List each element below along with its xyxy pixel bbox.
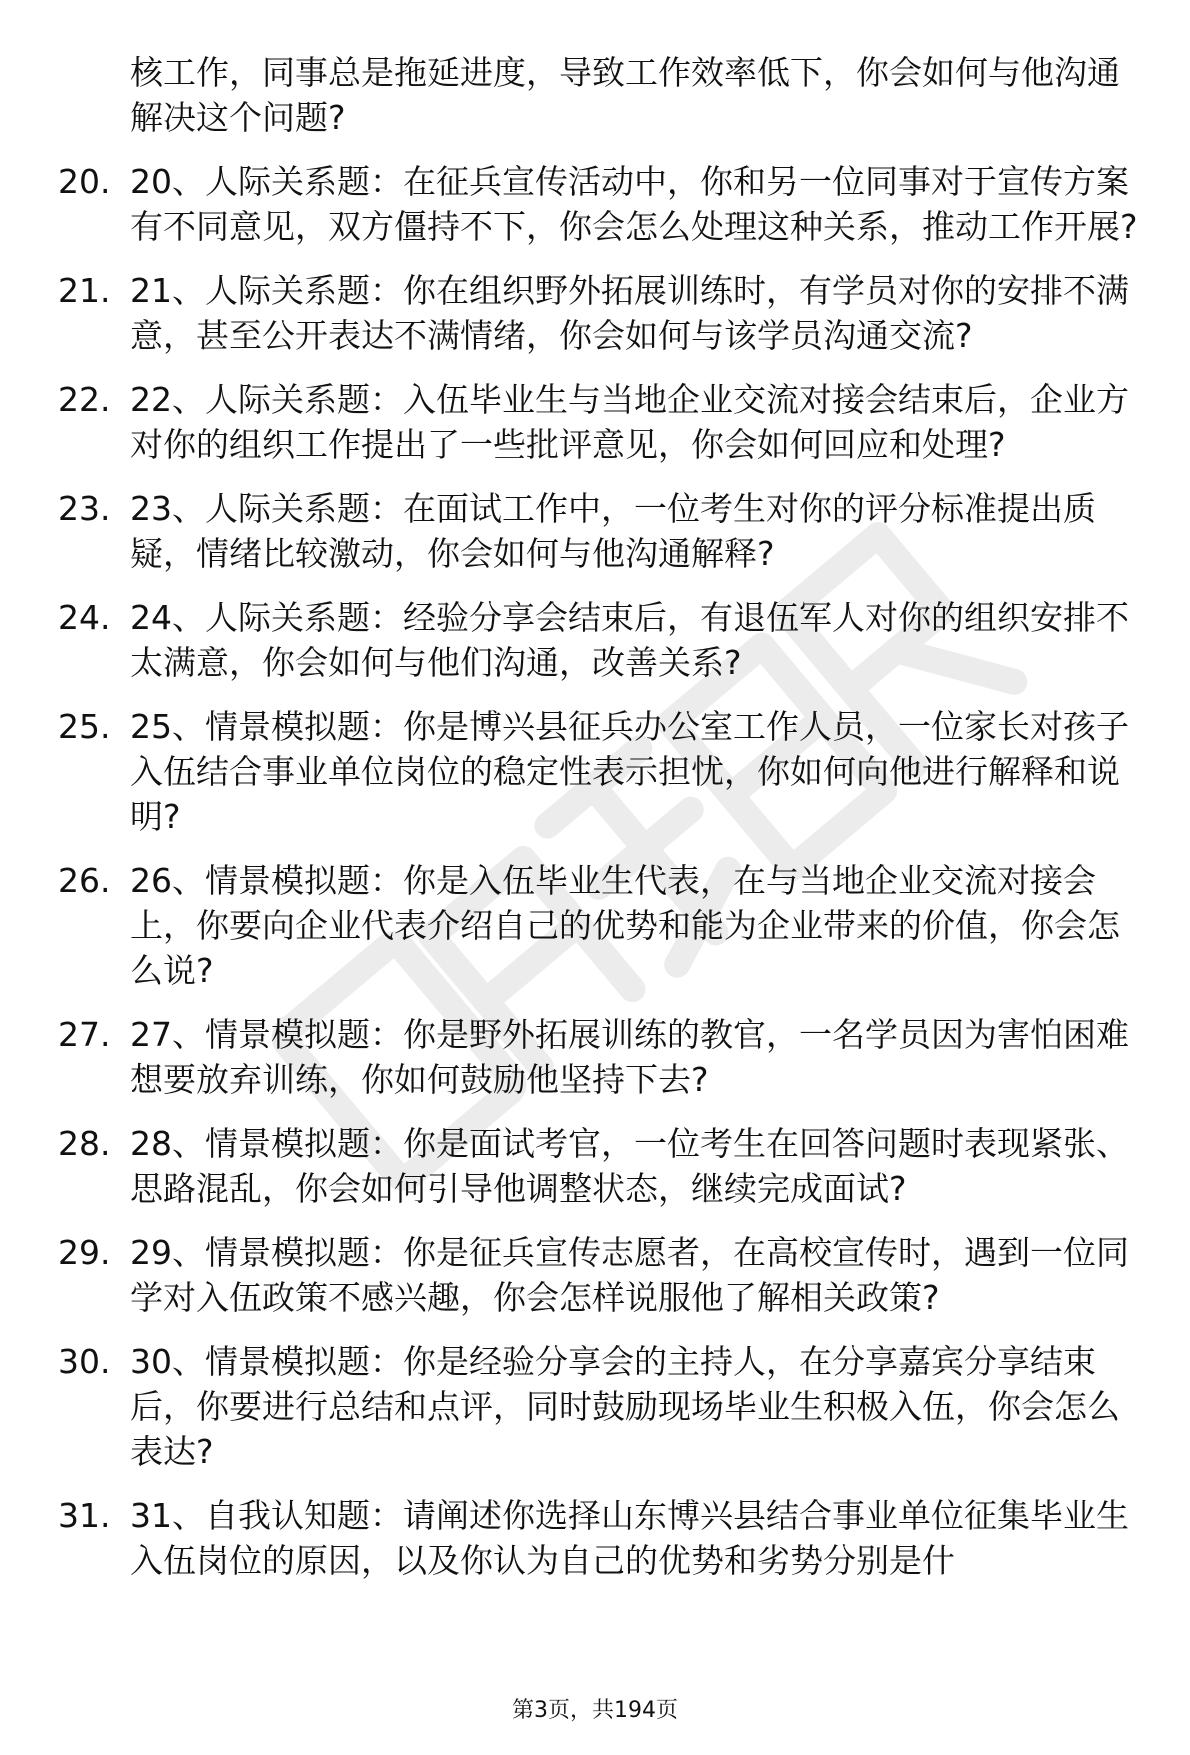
- question-number: 23.: [58, 489, 111, 528]
- question-text: 29、情景模拟题：你是征兵宣传志愿者，在高校宣传时，遇到一位同学对入伍政策不感兴趣，你会怎样说服他了解相关政策?: [130, 1233, 1129, 1317]
- list-item: [58, 377, 1148, 467]
- list-item: [58, 1012, 1148, 1102]
- question-list: [58, 159, 1148, 1583]
- question-number: 21.: [58, 271, 111, 310]
- question-text: 23、人际关系题：在面试工作中，一位考生对你的评分标准提出质疑，情绪比较激动，你会如何与他沟通解释?: [130, 489, 1096, 573]
- question-number: 30.: [58, 1342, 111, 1381]
- list-item: [58, 486, 1148, 576]
- list-item: [58, 595, 1148, 685]
- list-item: [58, 704, 1148, 839]
- question-number: 22.: [58, 380, 111, 419]
- question-text: 30、情景模拟题：你是经验分享会的主持人，在分享嘉宾分享结束后，你要进行总结和点评，同时鼓励现场毕业生积极入伍，你会怎么表达?: [130, 1342, 1120, 1471]
- question-text: 28、情景模拟题：你是面试考官，一位考生在回答问题时表现紧张、思路混乱，你会如何引导他调整状态，继续完成面试?: [130, 1124, 1129, 1208]
- question-text: 22、人际关系题：入伍毕业生与当地企业交流对接会结束后，企业方对你的组织工作提出了一些批评意见，你会如何回应和处理?: [130, 380, 1129, 464]
- list-item: [58, 159, 1148, 249]
- question-number: 26.: [58, 861, 111, 900]
- question-content: [58, 50, 1148, 1583]
- list-item: [58, 1230, 1148, 1320]
- question-number: 29.: [58, 1233, 111, 1272]
- question-number: 27.: [58, 1015, 111, 1054]
- question-number: 28.: [58, 1124, 111, 1163]
- question-number: 20.: [58, 162, 111, 201]
- continued-question-text: 核工作，同事总是拖延进度，导致工作效率低下，你会如何与他沟通解决这个问题?: [130, 53, 1120, 137]
- list-item: [58, 1339, 1148, 1474]
- question-text: 31、自我认知题：请阐述你选择山东博兴县结合事业单位征集毕业生入伍岗位的原因，以及你认为自己的优势和劣势分别是什: [130, 1496, 1129, 1580]
- list-item: [58, 1493, 1148, 1583]
- question-text: 20、人际关系题：在征兵宣传活动中，你和另一位同事对于宣传方案有不同意见，双方僵持不下，你会怎么处理这种关系，推动工作开展?: [130, 162, 1138, 246]
- question-number: 31.: [58, 1496, 111, 1535]
- question-text: 24、人际关系题：经验分享会结束后，有退伍军人对你的组织安排不太满意，你会如何与他们沟通，改善关系?: [130, 598, 1129, 682]
- list-item: [58, 1121, 1148, 1211]
- question-number: 25.: [58, 707, 111, 746]
- question-text: 25、情景模拟题：你是博兴县征兵办公室工作人员，一位家长对孩子入伍结合事业单位岗位的稳定性表示担忧，你如何向他进行解释和说明?: [130, 707, 1129, 836]
- question-text: 26、情景模拟题：你是入伍毕业生代表，在与当地企业交流对接会上，你要向企业代表介绍自己的优势和能为企业带来的价值，你会怎么说?: [130, 861, 1120, 990]
- question-text: 21、人际关系题：你在组织野外拓展训练时，有学员对你的安排不满意，甚至公开表达不满情绪，你会如何与该学员沟通交流?: [130, 271, 1129, 355]
- list-item: [58, 268, 1148, 358]
- page-footer: 第3页，共194页: [512, 1698, 678, 1723]
- list-item: [58, 858, 1148, 993]
- question-text: 27、情景模拟题：你是野外拓展训练的教官，一名学员因为害怕困难想要放弃训练，你如何鼓励他坚持下去?: [130, 1015, 1129, 1099]
- question-number: 24.: [58, 598, 111, 637]
